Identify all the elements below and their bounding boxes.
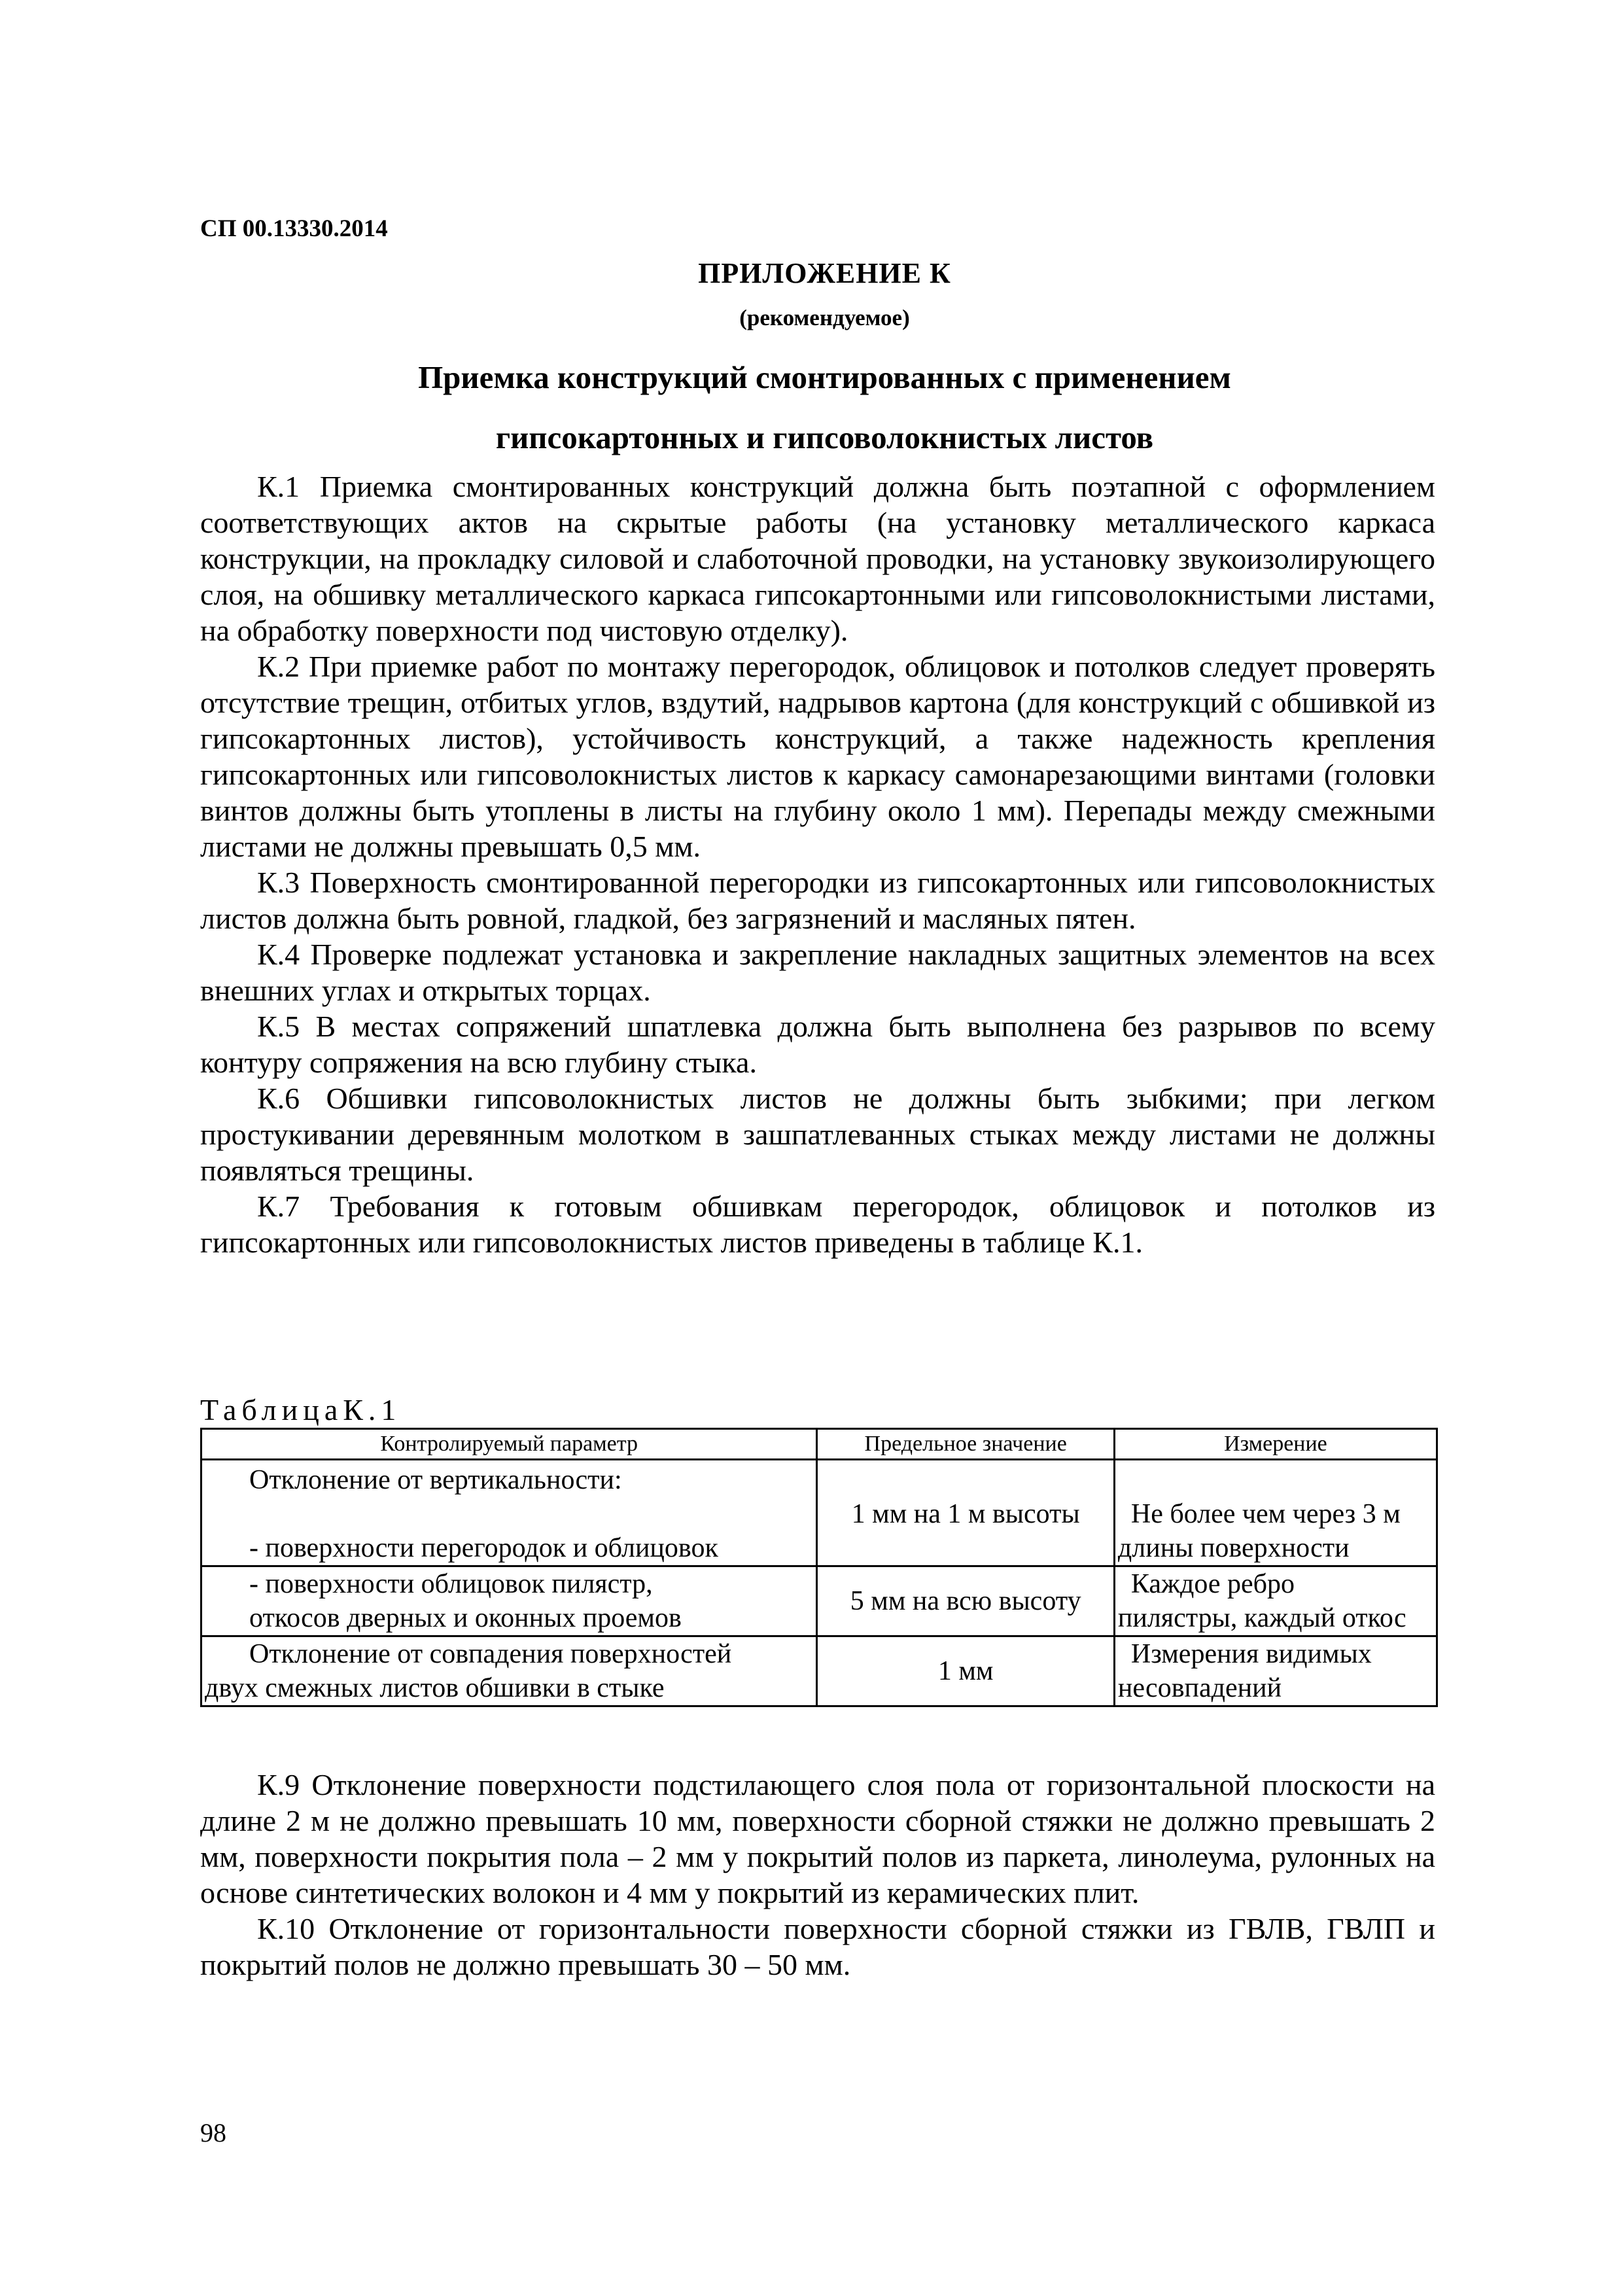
body-paragraphs-after-table [200,1767,1435,1983]
table-cell-limit: 1 мм на 1 м высоты [817,1460,1114,1566]
paragraph-k9: К.9 Отклонение поверхности подстилающего слоя пола от горизонтальной плоскости на длине 2 м не должно превышать 10 мм, поверхности сборной стяжки не должно превышать 2 мм, поверхности покрытия пола – 2 мм у покрытий полов из паркета, линолеума, рулонных на основе синтетических волокон и 4 мм у покрытий из керамических плит. [200,1768,1435,1909]
table-cell-parameter [201,1460,817,1566]
section-heading-line1: Приемка конструкций смонтированных с применением [418,359,1231,395]
cell-line: Отклонение от совпадения поверхностей [249,1639,732,1669]
paragraph-k5: К.5 В местах сопряжений шпатлевка должна быть выполнена без разрывов по всему контуру сопряжения на всю глубину стыка. [200,1010,1435,1079]
cell-line: Каждое ребро [1130,1569,1295,1599]
paragraph-k1: К.1 Приемка смонтированных конструкций должна быть поэтапной с оформлением соответствующих актов на скрытые работы (на установку металлического каркаса конструкции, на прокладку силовой и слаботочной проводки, на установку звукоизолирующего слоя, на обшивку металлического каркаса гипсокартонными или гипсоволокнистыми листами, на обработку поверхности под чистовую отделку). [200,470,1435,647]
table-cell-measurement [1114,1460,1437,1566]
cell-line: Отклонение от вертикальности: [249,1465,622,1495]
cell-line: - поверхности облицовок пилястр, [249,1569,653,1599]
cell-line: - поверхности перегородок и облицовок [249,1533,718,1563]
table-cell-limit: 5 мм на всю высоту [817,1566,1114,1636]
cell-line: Измерения видимых [1130,1639,1372,1669]
table-row [201,1460,1437,1566]
table-cell-measurement [1114,1636,1437,1706]
cell-line: длины поверхности [1117,1533,1350,1563]
cell-line: несовпадений [1117,1673,1282,1703]
table-row [201,1566,1437,1636]
requirements-table [200,1428,1438,1707]
paragraph-k4: К.4 Проверке подлежат установка и закрепление накладных защитных элементов на всех внешних углах и открытых торцах. [200,938,1435,1007]
cell-line: откосов дверных и оконных проемов [249,1603,682,1633]
table-row [201,1636,1437,1706]
table-cell-parameter [201,1566,817,1636]
table-cell-limit: 1 мм [817,1636,1114,1706]
table-caption: ТаблицаК.1 [200,1393,402,1426]
document-code: СП 00.13330.2014 [200,215,388,242]
table-cell-parameter [201,1636,817,1706]
appendix-status: (рекомендуемое) [739,305,910,330]
paragraph-k7: К.7 Требования к готовым обшивкам перегородок, облицовок и потолков из гипсокартонных или гипсоволокнистых листов приведены в таблице К.1. [200,1190,1435,1259]
column-header-limit: Предельное значение [817,1429,1114,1460]
paragraph-k10: К.10 Отклонение от горизонтальности поверхности сборной стяжки из ГВЛВ, ГВЛП и покрытий полов не должно превышать 30 – 50 мм. [200,1912,1435,1981]
body-paragraphs [200,468,1435,1260]
section-heading-line2: гипсокартонных и гипсоволокнистых листов [495,419,1154,455]
table-cell-measurement [1114,1566,1437,1636]
table-header-row [201,1429,1437,1460]
paragraph-k6: К.6 Обшивки гипсоволокнистых листов не должны быть зыбкими; при легком простукивании деревянным молотком в зашпатлеванных стыках между листами не должны появляться трещины. [200,1082,1435,1187]
cell-line: двух смежных листов обшивки в стыке [205,1673,665,1703]
page-number: 98 [200,2118,226,2147]
appendix-title: ПРИЛОЖЕНИЕ К [698,257,951,289]
paragraph-k2: К.2 При приемке работ по монтажу перегородок, облицовок и потолков следует проверять отсутствие трещин, отбитых углов, вздутий, надрывов картона (для конструкций с обшивкой из гипсокартонных листов), устойчивость конструкций, а также надежность крепления гипсокартонных или гипсоволокнистых листов к каркасу самонарезающими винтами (головки винтов должны быть утоплены в листы на глубину около 1 мм). Перепады между смежными листами не должны превышать 0,5 мм. [200,650,1435,863]
cell-line: пилястры, каждый откос [1117,1603,1406,1633]
paragraph-k3: К.3 Поверхность смонтированной перегородки из гипсокартонных или гипсоволокнистых листов должна быть ровной, гладкой, без загрязнений и масляных пятен. [200,866,1435,935]
column-header-parameter: Контролируемый параметр [201,1429,817,1460]
cell-line: Не более чем через 3 м [1130,1499,1401,1529]
column-header-measurement: Измерение [1114,1429,1437,1460]
